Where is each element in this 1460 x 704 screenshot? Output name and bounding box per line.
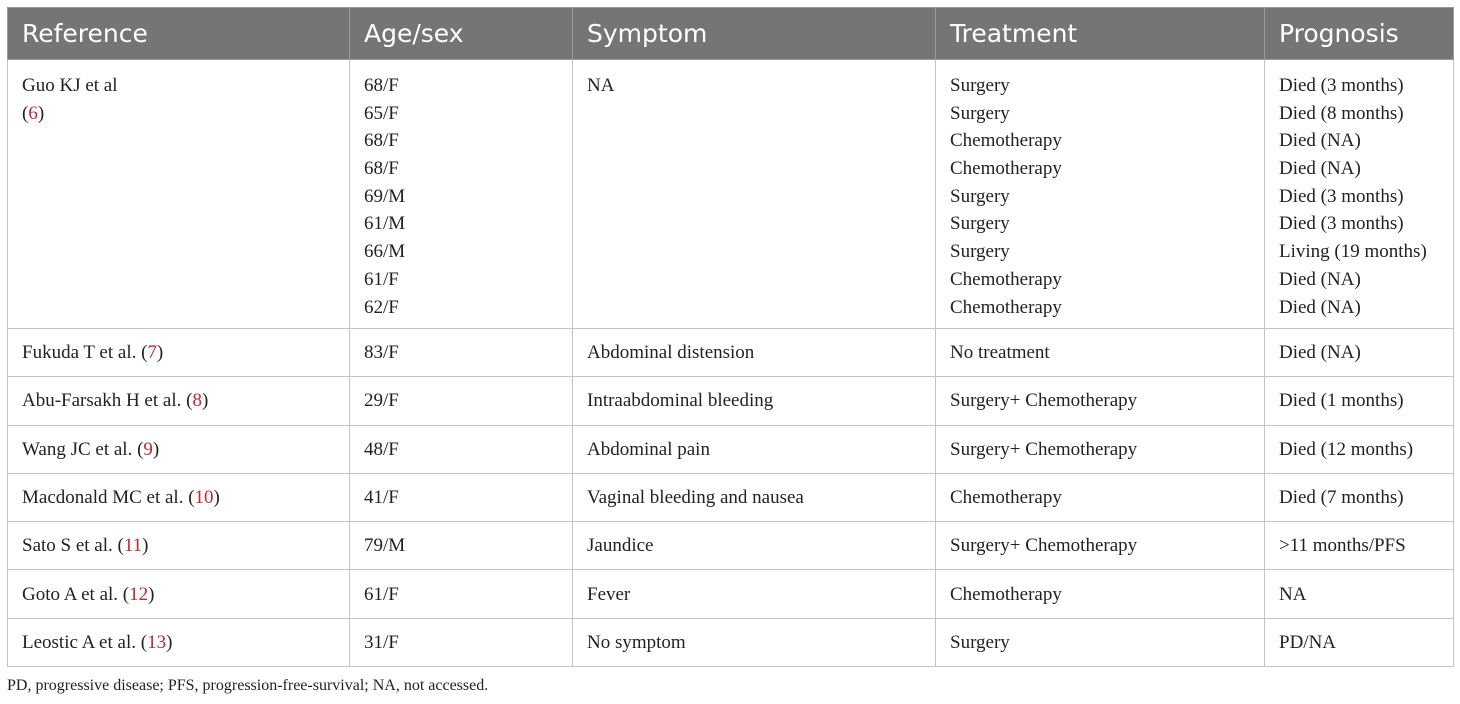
age-value: 83/F (364, 342, 399, 364)
cell-treatment (936, 329, 1265, 377)
table-footnote: PD, progressive disease; PFS, progression-free-survival; NA, not accessed. (7, 677, 489, 694)
age-value: 66/M (364, 241, 406, 263)
ref-citation (22, 533, 349, 558)
ref-paren-close: ) (213, 487, 220, 509)
ref-author: Guo KJ et al (22, 75, 118, 96)
treatment-value: Chemotherapy (950, 130, 1062, 152)
treatment-value: Chemotherapy (950, 583, 1062, 605)
ref-link[interactable]: 7 (147, 342, 157, 364)
ref-author: Sato S et al. ( (22, 535, 124, 557)
symptom-value: No symptom (587, 631, 686, 653)
prognosis-value: Died (3 months) (1279, 185, 1404, 207)
ref-link[interactable]: 8 (192, 390, 202, 412)
cell-treatment (936, 60, 1265, 329)
symptom-value: Abdominal pain (587, 438, 710, 460)
ref-citation (22, 100, 349, 128)
treatment-value: Surgery (950, 213, 1010, 235)
treatment-value: Surgery (950, 241, 1010, 263)
table-row (8, 618, 1454, 666)
age-value: 61/F (364, 268, 399, 290)
ref-citation (22, 630, 349, 655)
treatment-value: Chemotherapy (950, 268, 1062, 290)
header-age-sex: Age/sex (350, 8, 573, 60)
age-value: 61/F (364, 583, 399, 605)
ref-author: Leostic A et al. ( (22, 631, 148, 653)
symptom-value: Intraabdominal bleeding (587, 390, 774, 412)
treatment-value: Surgery (950, 75, 1010, 96)
cell-age-sex (350, 329, 573, 377)
age-value: 68/F (364, 75, 399, 96)
table-row (8, 522, 1454, 570)
age-value: 41/F (364, 487, 399, 509)
age-value: 61/M (364, 213, 406, 235)
ref-author: Goto A et al. ( (22, 583, 130, 605)
cell-reference (8, 522, 350, 570)
ref-citation (22, 340, 349, 365)
ref-citation (22, 437, 349, 462)
header-symptom: Symptom (573, 8, 936, 60)
cell-age-sex (350, 425, 573, 473)
cell-treatment (936, 377, 1265, 425)
cell-treatment (936, 425, 1265, 473)
table-row (8, 473, 1454, 521)
cell-reference (8, 473, 350, 521)
cell-reference (8, 377, 350, 425)
cell-age-sex (350, 522, 573, 570)
ref-citation (22, 388, 349, 413)
cell-prognosis (1265, 473, 1454, 521)
table-row (8, 60, 1454, 329)
ref-author: Abu-Farsakh H et al. ( (22, 390, 193, 412)
cell-prognosis (1265, 570, 1454, 618)
cell-symptom (573, 522, 936, 570)
cell-reference (8, 570, 350, 618)
cell-age-sex (350, 60, 573, 329)
prognosis-value: Died (3 months) (1279, 213, 1404, 235)
treatment-value: Chemotherapy (950, 158, 1062, 180)
age-value: 31/F (364, 631, 399, 653)
cell-symptom (573, 60, 936, 329)
cell-prognosis (1265, 377, 1454, 425)
ref-paren-open: ( (22, 102, 29, 124)
prognosis-value: Died (NA) (1279, 268, 1361, 290)
ref-citation (22, 582, 349, 607)
treatment-value: Surgery (950, 631, 1010, 653)
prognosis-value: Died (1 months) (1279, 390, 1404, 412)
cell-treatment (936, 473, 1265, 521)
header-prognosis: Prognosis (1265, 8, 1454, 60)
table-row (8, 377, 1454, 425)
treatment-value: Surgery+ Chemotherapy (950, 390, 1138, 412)
ref-link[interactable]: 13 (147, 631, 167, 653)
prognosis-value: Died (3 months) (1279, 75, 1404, 96)
cell-prognosis (1265, 522, 1454, 570)
cell-treatment (936, 618, 1265, 666)
ref-paren-close: ) (148, 583, 155, 605)
age-value: 68/F (364, 130, 399, 152)
ref-link[interactable]: 11 (123, 535, 143, 557)
age-value: 79/M (364, 535, 406, 557)
cell-symptom (573, 329, 936, 377)
symptom-value: NA (587, 75, 615, 96)
cell-reference (8, 618, 350, 666)
cell-treatment (936, 570, 1265, 618)
ref-author: Fukuda T et al. ( (22, 342, 148, 364)
prognosis-value: Died (7 months) (1279, 487, 1404, 509)
treatment-value: Chemotherapy (950, 296, 1062, 318)
symptom-value: Jaundice (587, 535, 654, 557)
cell-symptom (573, 618, 936, 666)
table-row (8, 329, 1454, 377)
prognosis-value: NA (1279, 583, 1307, 605)
age-value: 69/M (364, 185, 406, 207)
table-row (8, 425, 1454, 473)
table-row (8, 570, 1454, 618)
age-value: 68/F (364, 158, 399, 180)
cell-age-sex (350, 618, 573, 666)
ref-link[interactable]: 9 (143, 438, 153, 460)
symptom-value: Fever (587, 583, 631, 605)
prognosis-value: >11 months/PFS (1279, 535, 1406, 557)
ref-paren-close: ) (201, 390, 209, 412)
ref-paren-close: ) (142, 535, 149, 557)
treatment-value: No treatment (950, 342, 1050, 364)
cell-symptom (573, 425, 936, 473)
treatment-value: Surgery+ Chemotherapy (950, 535, 1138, 557)
cell-prognosis (1265, 329, 1454, 377)
ref-paren-close: ) (37, 102, 45, 124)
prognosis-value: Died (12 months) (1279, 438, 1414, 460)
ref-citation (22, 485, 349, 510)
ref-paren-close: ) (166, 631, 173, 653)
cell-prognosis (1265, 60, 1454, 329)
cell-age-sex (350, 473, 573, 521)
ref-link[interactable]: 12 (129, 583, 149, 605)
ref-paren-close: ) (152, 438, 160, 460)
cell-treatment (936, 522, 1265, 570)
ref-author: Wang JC et al. ( (22, 438, 144, 460)
cell-symptom (573, 570, 936, 618)
prognosis-value: Died (NA) (1279, 158, 1361, 180)
prognosis-value: Died (NA) (1279, 130, 1361, 152)
age-value: 62/F (364, 296, 399, 318)
symptom-value: Vaginal bleeding and nausea (587, 487, 804, 509)
age-value: 65/F (364, 102, 399, 124)
cell-age-sex (350, 570, 573, 618)
ref-link[interactable]: 6 (28, 102, 38, 124)
ref-author: Macdonald MC et al. ( (22, 487, 195, 509)
treatment-value: Surgery (950, 185, 1010, 207)
prognosis-value: PD/NA (1279, 631, 1337, 653)
treatment-value: Surgery (950, 102, 1010, 124)
treatment-value: Surgery+ Chemotherapy (950, 438, 1138, 460)
age-value: 29/F (364, 390, 399, 412)
cell-prognosis (1265, 618, 1454, 666)
case-table (7, 7, 1454, 667)
cell-symptom (573, 473, 936, 521)
prognosis-value: Died (NA) (1279, 296, 1361, 318)
cell-reference (8, 60, 350, 329)
table-header-row (8, 8, 1454, 60)
prognosis-value: Living (19 months) (1279, 241, 1427, 263)
header-reference: Reference (8, 8, 350, 60)
cell-age-sex (350, 377, 573, 425)
cell-reference (8, 329, 350, 377)
ref-link[interactable]: 10 (194, 487, 214, 509)
age-value: 48/F (364, 438, 399, 460)
cell-symptom (573, 377, 936, 425)
cell-prognosis (1265, 425, 1454, 473)
header-treatment: Treatment (936, 8, 1265, 60)
prognosis-value: Died (NA) (1279, 342, 1361, 364)
cell-reference (8, 425, 350, 473)
treatment-value: Chemotherapy (950, 487, 1062, 509)
table-container (7, 7, 1453, 667)
ref-paren-close: ) (156, 342, 164, 364)
symptom-value: Abdominal distension (587, 342, 755, 364)
prognosis-value: Died (8 months) (1279, 102, 1404, 124)
